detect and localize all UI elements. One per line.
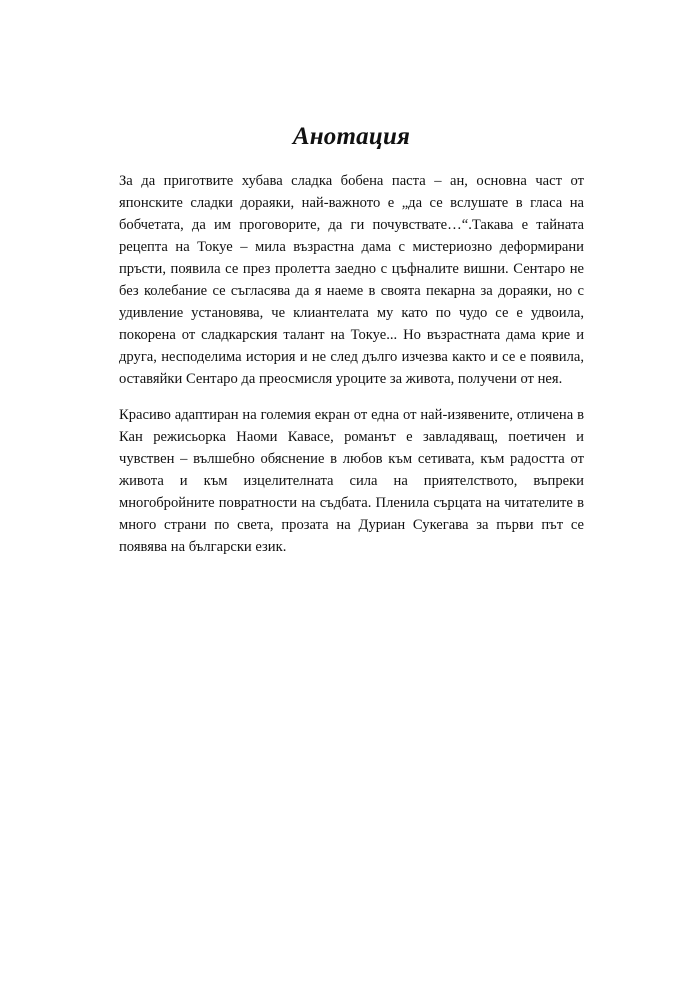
annotation-section <box>119 122 584 558</box>
annotation-paragraph-1: За да приготвите хубава сладка бобена паста – ан, основна част от японските сладки дораяки, най-важното е „да се вслушате в гласа на бобчетата, да им проговорите, да ги почувствате…“.Такава е тайната рецепта на Токуе – мила възрастна дама с мистериозно деформирани пръсти, появила се през пролетта заедно с цъфналите вишни. Сентаро не без колебание се съгласява да я наеме в своята пекарна за дораяки, но с удивление установява, че клиантелата му като по чудо се е удвоила, покорена от сладкарския талант на Токуе... Но възрастната дама крие и друга, несподелима история и не след дълго изчезва както и се е появила, оставяйки Сентаро да преосмисля уроците за живота, получени от нея. <box>119 173 584 387</box>
page-title: Анотация <box>292 123 411 150</box>
annotation-paragraph-2: Красиво адаптиран на големия екран от една от най-изявените, отличена в Кан режисьорка Наоми Кавасе, романът е завладяващ, поетичен и чувствен – вълшебно обяснение в любов към сетивата, към радостта от живота и към изцелителната сила на приятелството, въпреки многобройните поврaтности на съдбата. Пленила сърцата на читателите в много страни по света, прозата на Дуриан Сукегава за първи път се появява на български език. <box>119 407 584 555</box>
